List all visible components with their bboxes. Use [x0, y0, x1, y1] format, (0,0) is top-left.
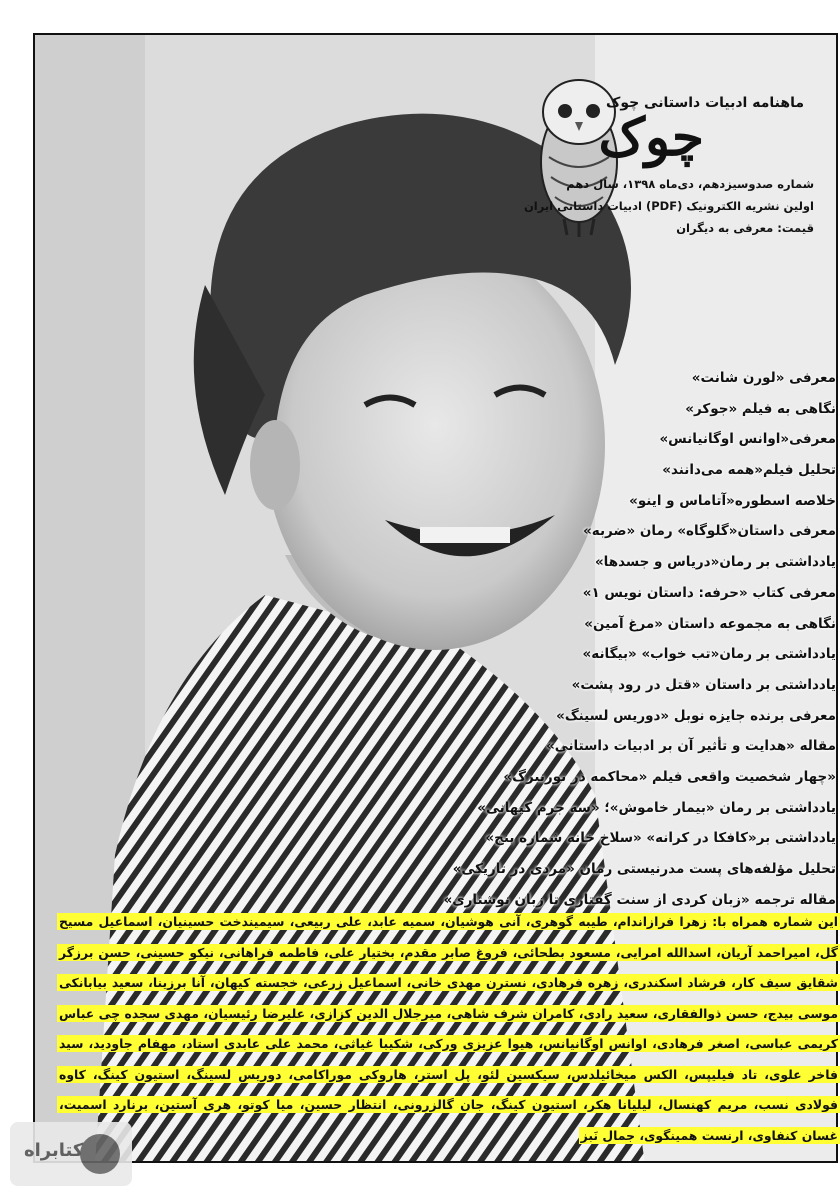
ketabrah-logo-icon: [80, 1134, 120, 1174]
toc-item: خلاصه اسطوره«آتاماس و اینو»: [629, 492, 836, 509]
magazine-price: قیمت: معرفی به دیگران: [676, 221, 814, 235]
toc-item: مقاله «هدایت و تأثیر آن بر ادبیات داستانی»: [546, 738, 836, 755]
toc-item: تحلیل فیلم«همه می‌دانند»: [662, 462, 836, 479]
contributors-text: این شماره همراه با: زهرا فرازاندام، طیبه گوهری، آنی هوشیان، سمیه عابد، علی ربیعی، سیمیندخت حسینیان، اسماعیل مسیح گل، امیراحمد آریان، اسدالله امرایی، مسعود بطحائی، فروغ صابر مقدم، بختیار علی، فاطمه فراهانی، نیکو حسینی، حسن برزگر شقایق سیف کار، فرشاد اسکندری، زهره فرهادی، نسترن مهدی خانی، اسماعیل زرعی، خجسته کیهان، آنا برزینا، سعید بیابانکی موسی بیدج، حسن ذوالفقاری، سعید رادی، کامران شرف شاهی، میرجلال الدین کزازی، علیرضا رئیسیان، مهدی سجده چی عباس کریمی عباسی، اصغر فرهادی، اوانس اوگانیانس، هیوا عزیزی ورکی، شکیبا غیاثی، محمد علی عابدی استاد، مهفام جاودید، سید فاخر علوی، تاد فیلیپس، الکس میخائیلدس، سیکسین لئو، پل استر، هاروکی موراکامی، دوریس لسینگ، استیون کینگ، کاوه فولادی نسب، مریم کهنسال، لیلیانا هکر، استیون کینگ، جان گالزرونی، انتظار حسین، میا کوتو، هری آستین، برنارد اسمیت، غسان کنفاوی، ارنست همینگوی، جمال نَبز: [59, 914, 838, 1143]
table-of-contents: [376, 363, 836, 915]
issue-number: شماره صدوسیزدهم، دی‌ماه ۱۳۹۸، سال دهم: [566, 177, 814, 191]
toc-item: معرفی «لورن شانت»: [691, 370, 836, 386]
magazine-description: اولین نشریه الکترونیک (PDF) ادبیات داستانی ایران: [523, 199, 814, 213]
toc-item: یادداشتی بر رمان«تب خواب» «بیگانه»: [582, 646, 836, 663]
publisher-badge[interactable]: [10, 1122, 132, 1186]
toc-item: معرفی برنده جایزه نوبل «دوریس لسینگ»: [556, 707, 836, 724]
publisher-label: کتابراه: [24, 1140, 84, 1161]
magazine-subtitle: ماهنامه ادبیات داستانی چوک: [605, 95, 804, 111]
toc-item: نگاهی به فیلم «جوکر»: [685, 400, 836, 417]
toc-item: یادداشتی بر«کافکا در کرانه» «سلاخ خانه شماره پنج»: [485, 830, 836, 847]
toc-item: یادداشتی بر رمان «بیمار خاموش»؛ «سه جرم کیهانی»: [477, 799, 836, 816]
toc-item: معرفی کتاب «حرفه: داستان نویس ۱»: [582, 584, 836, 601]
masthead: [514, 67, 814, 237]
contributors-list: [57, 907, 840, 1151]
toc-item: معرفی«اوانس اوگانیانس»: [659, 431, 836, 448]
toc-item: مقاله ترجمه «زبان کردی از سنت گفتاری تا زبان نوشتاری»: [443, 891, 836, 908]
toc-item: نگاهی به مجموعه داستان «مرغ آمین»: [584, 615, 836, 632]
toc-item: یادداشتی بر داستان «قتل در رود پشت»: [571, 676, 836, 693]
issue-info: [514, 173, 814, 239]
toc-item: «چهار شخصیت واقعی فیلم «محاکمه در نورنبرگ»: [503, 768, 836, 785]
toc-item: تحلیل مؤلفه‌های پست مدرنیستی رمان «مردی در تاریکی»: [452, 861, 836, 877]
toc-item: یادداشتی بر رمان«دریاس و جسدها»: [594, 554, 836, 571]
toc-item: معرفی داستان«گلوگاه» رمان «ضربه»: [583, 523, 836, 540]
magazine-logo: چوک: [598, 107, 704, 168]
